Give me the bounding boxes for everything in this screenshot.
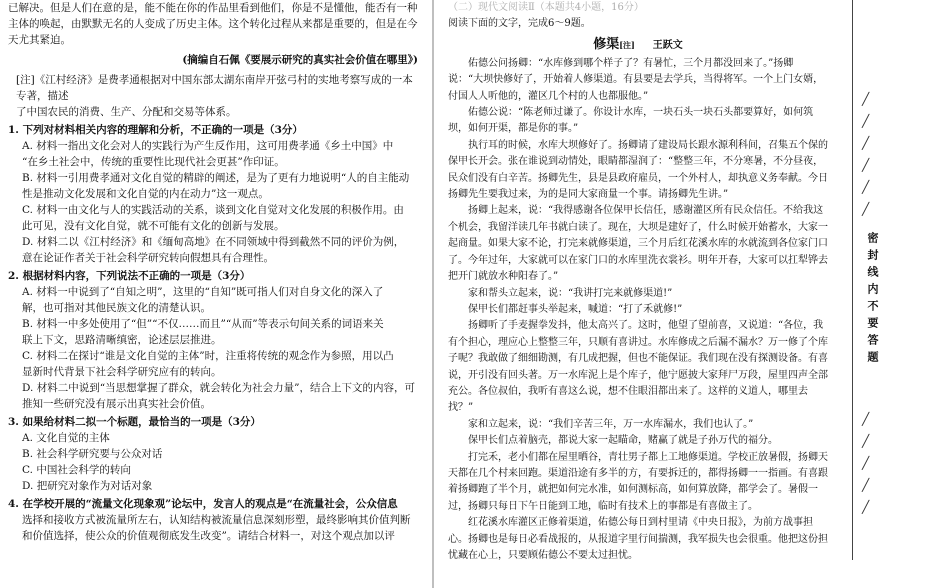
option-b [20,170,418,202]
option-line: “在乡土社会中，传统的重要性比现代社会更甚”作印证。 [22,156,285,168]
author-name: 王跃文 [652,39,683,51]
seal-binding-strip [852,0,912,560]
option-a [20,284,418,316]
source-citation: (摘编自石佩《要展示研究的真实社会价值在哪里》) [182,54,418,66]
option-line: 联上下文，思路清晰缜密，论述层层推进。 [22,334,222,346]
option-d: D. 把研究对象作为对话对象 [22,480,153,492]
page-fold-divider [432,0,434,588]
option-d [20,234,418,266]
intro-text [8,0,418,48]
text-line: 主体的唤起，由默默无名的人变成了历史主体。这个转化过程从来都是重要的，但是在今 [8,18,418,30]
option-d [20,380,418,412]
paragraph: 执行耳的时候，水库大坝修好了。扬卿请了建设局长跟水源利科间，召集五个保的保甲长开会。张在谁说到动情处，眼睛都湿润了：“整整三年，不分寒暑，不分昼夜，民众们没有白辛苦。扬卿先生，县是县政府雇员，一个外村人，却执意义务奉献。今日扬卿先生要我过来，为的是同大家商量一个事。请扬卿先生讲。” [448,139,828,201]
paragraph: 保甲长们都赶事头举起来，喊道：“打了禾就修!” [468,303,683,315]
section-header: （二）现代文阅读Ⅱ（本题共4小题，16分） [448,2,644,13]
dashed-marks-top: ╱ ╱ ╱ ╱ ╱ ╱ [862,92,870,216]
question-stem: 4. 在学校开展的“流量文化现象观”论坛中，发言人的观点是“在流量社会，公众信息 [8,498,398,510]
option-line: B. 材料一中多处使用了“但”“不仅……而且”“从而”等表示句间关系的词语来关 [22,318,384,330]
option-c [20,202,418,234]
option-line: 推知一些研究没有展示出真实社会价值。 [22,398,211,410]
paragraph: 红花溪水库灌区正修着渠道，佑德公每日到村里请《中央日报》，为前方战事担心。扬卿也是每日必看战报的，从报道字里行间揣测，我军损失也会很重。他把这份担忧藏在心上，只要顾佑德公不要太过担忧。 [448,517,828,561]
option-c: C. 中国社会科学的转向 [22,464,131,476]
left-column [8,0,418,560]
question-4 [8,496,418,544]
option-b [20,316,418,348]
option-line: 此可见，没有文化自觉，就不可能有文化的创新与发展。 [22,220,285,232]
title-text: 修渠 [593,36,620,52]
dashed-marks-bottom: ╱ ╱ ╱ ╱ ╱ [862,412,870,514]
paragraph: 佑德公问扬卿：“水库修到哪个样子了？有暑忙，三个月都没回来了。”扬卿说：“大坝快修好了，开始着人修渠道。有县要是去学兵，当得将军。一个上门女婿，付国人人听他的，灌区几个村的人也都服他。” [448,57,824,102]
question-line: 选择和接收方式被流量所左右，认知结构被流量信息深刻形塑，最终影响其价值判断 [22,514,411,526]
title-footnote-mark: [注] [619,39,635,50]
option-line: C. 材料一由文化与人的实践活动的关系，谈到文化自觉对文化发展的积极作用。由 [22,204,404,216]
footnote [8,72,418,120]
option-line: 意在论证作者关于社会科学研究转向假想具有合理性。 [22,252,274,264]
option-line: A. 材料一指出文化会对人的实践行为产生反作用，这可用费孝通《乡土中国》中 [22,140,394,152]
seal-line-warning: 密封线内不要答题 [866,232,879,368]
footnote-line: 了中国农民的消费、生产、分配和交易等体系。 [16,106,237,118]
footnote-line: [注]《江村经济》是费孝通根据对中国东部太湖东南岸开弦弓村的实地考察写成的一本专著，描述 [16,74,413,102]
article-body [448,56,828,565]
question-3 [8,414,418,494]
text-line: 已解决。但是人们在意的是，能不能在你的作品里看到他们，你是不是懂他，能否有一种 [8,2,418,14]
option-a: A. 文化自觉的主体 [22,432,110,444]
question-stem: 1. 下列对材料相关内容的理解和分析，不正确的一项是（3分） [8,124,303,136]
option-line: D. 材料二以《江村经济》和《缅甸高地》在不同领域中得到截然不同的评价为例， [22,236,405,248]
option-line: 性是推动文化发展和文化自觉的内在动力”这一观点。 [22,188,269,200]
paragraph: 扬卿上起来，说：“我得感谢各位保甲长信任，感谢灌区所有民众信任。不给我这个机会，我留洋读几年书就白读了。现在，大坝是建好了，什么时候开始蓄水，大家一起商量。如果大家不论，打完来就修渠道，三个月后红花溪水库的水就流到各位家门口了。今年过年，大家就可以在家门口的水库里洗衣裳衫。明年开春，大家可以扛犁铧去把开门就放水种阳春了。” [448,205,828,283]
option-line: 显新时代背景下社会科学研究应有的转向。 [22,366,222,378]
paragraph: 佑德公说：“陈老师过谦了。你设计水库，一块石头一块石头都要算好，如何筑坝，如何开渠，都是你的事。” [448,107,814,135]
question-line: 和价值选择，使公众的价值观彻底发生改变”。请结合材料一，对这个观点加以评 [22,530,395,542]
option-line: B. 材料一引用费孝通对文化自觉的精辟的阐述，是为了更有力地说明“人的自主能动 [22,172,410,184]
paragraph: 家和立起来，说：“我们辛苦三年，万一水库漏水，我们也认了。” [468,418,754,430]
option-line: A. 材料一中说到了“自知之明”，这里的“自知”既可指人们对自身文化的深入了 [22,286,384,298]
paragraph: 打完禾，老小们都在屋里晒谷，青壮男子都上工地修渠道。学校正放暑假，扬卿天天都在几个村来回跑。渠道沿途有多半的方，有要拆迁的，都得扬卿一一指画。有喜跟着扬卿跑了半个月，就把如何完水准，如何测标高，如何算放降，都学会了。暑假一过，扬卿只每日下午日能到工地，临时有技术上的事都是有喜做主了。 [448,451,828,512]
option-line: 解，也可指对其他民族文化的清楚认识。 [22,302,211,314]
option-line: D. 材料二中说到“当思想掌握了群众，就会转化为社会力量”，结合上下文的内容，可 [22,382,415,394]
text-line: 天尤其紧迫。 [8,34,71,46]
option-b: B. 社会科学研究要与公众对话 [22,448,163,460]
question-stem: 3. 如果给材料二拟一个标题，最恰当的一项是（3分） [8,416,261,428]
question-stem: 2. 根据材料内容，下列说法不正确的一项是（3分） [8,270,251,282]
option-c [20,348,418,380]
reading-instruction: 阅读下面的文字，完成6～9题。 [448,18,591,30]
question-2 [8,268,418,412]
option-line: C. 材料二在探讨“谁是文化自觉的主体”时，注重将传统的观念作为参照，用以凸 [22,350,394,362]
paragraph: 保甲长们点着脑壳，都说大家一起瞄命，赌赢了就是子孙万代的福分。 [468,435,778,447]
article-title [448,35,828,56]
paragraph: 家和帮头立起来，说：“我讲打完来就修渠道!” [468,287,673,299]
seal-line [852,0,853,560]
option-a [20,138,418,170]
question-1 [8,122,418,266]
right-column [448,0,828,560]
paragraph: 扬卿听了手麦握拳发抖，他太高兴了。这时，他望了望前喜，又说道：“各位，我有个担心，理应心上整整三年，只顺有喜讲过。水库修成之后漏不漏水？万一修了个库子呢？我敢做了细细勘测，有几成把握，但也不能保证。我们现在没有探测设备。有喜说，开引没有回头著。万一水库泥上是个库子，他宁愿披大家拜尸万段，屋里四声全部充公。各位叔伯，我听有喜这么说，想不住眼泪都出来了。这样的义道人，哪里去找？” [448,320,828,414]
